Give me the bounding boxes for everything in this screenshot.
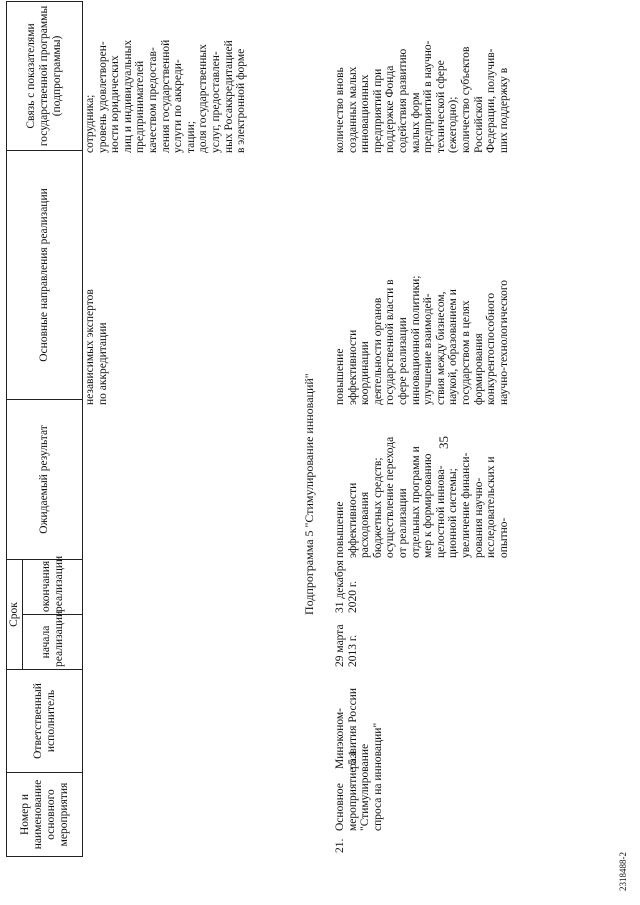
header-expected-result: Ожидаемый результат: [7, 399, 83, 559]
header-end-date: окончания реализации: [23, 559, 83, 614]
row-event-name: Основное мероприятие 5.1 "Стимулирование спроса на инновации": [334, 722, 384, 831]
row-indicator-link: количество вновь созданных малых инновационных предприятий при поддержке Фонда содействия развитию малых форм предприятий в научно- технической сфере (ежегодно); количество субъектов Российской Федерации, получив- ших поддержку в: [334, 40, 510, 153]
header-start-date: начала реализации: [23, 615, 83, 670]
row-start-date: 29 марта 2013 г.: [334, 624, 359, 667]
prev-row-directions: независимых экспертов по аккредитации: [84, 289, 109, 405]
header-executor: Ответственный исполнитель: [7, 670, 83, 773]
header-term: Срок: [7, 559, 23, 669]
row-end-date: 31 декабря 2020 г.: [334, 560, 359, 613]
row-expected-result: повышение эффективности расходования бюджетных средств; осуществление перехода от реализации отдельных программ и мер к формированию целостной иннова- ционной системы; увеличение финанси- рования научно- исследовательских и опытно-: [334, 436, 510, 558]
prev-row-indicator-link: сотрудника; уровень удовлетворен- ности юридических лиц и индивидуальных предпринимателей качеством предостав- ления государственной услуги по аккреди- тации; доля государственных услуг, предоставлен- ных Росаккредитацией в электронной форме: [84, 39, 248, 153]
document-id: 2318488-2: [618, 852, 628, 891]
row-main-directions: повышение эффективности координации деятельности органов государственной власти в сфере реализации инновационной политики; улучшение взаимодей- ствия между бизнесом, наукой, образованием и государством в целях формирования конкурентоспособного научно-технологического: [334, 275, 510, 405]
subprogram-title: Подпрограмма 5 "Стимулирование инноваций": [302, 373, 316, 615]
table-header: [6, 1, 83, 857]
row-number: 21.: [334, 838, 346, 853]
page-number: 35: [436, 436, 451, 449]
row-executor: Минэконом- развития России: [334, 688, 359, 769]
header-main-directions: Основные направления реализации: [7, 150, 83, 399]
header-event-name: Номер и наименование основного мероприятия: [7, 773, 83, 857]
header-indicator-link: Связь с показателями государственной программы (подпрограммы): [7, 1, 83, 150]
